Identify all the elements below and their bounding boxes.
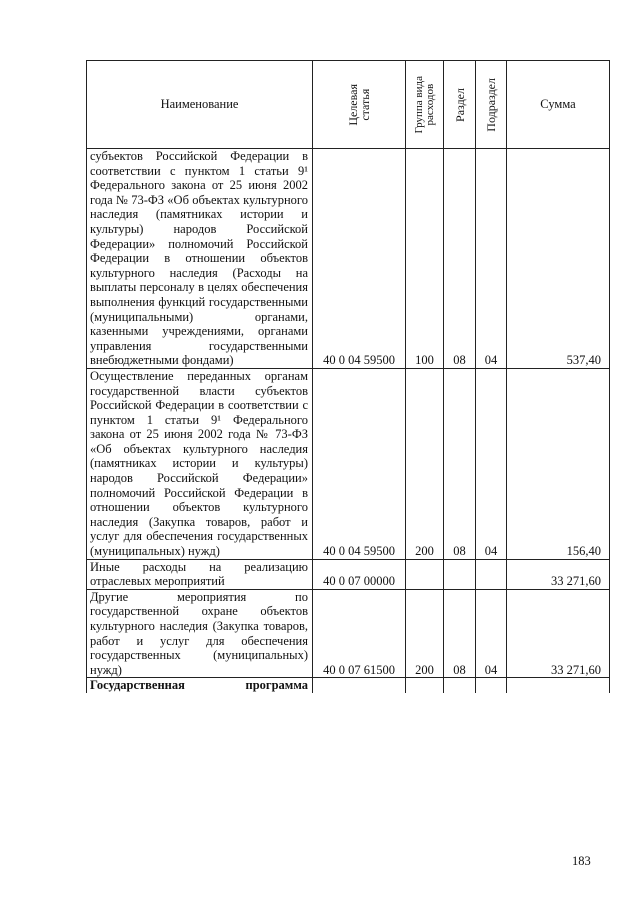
row-subsection: 04 [476,589,507,678]
header-section: Раздел [444,61,476,149]
row-name: Осуществление переданных органам государственной власти субъектов Российской Федерации в соответствии с пунктом 1 статьи 9¹ Федерального закона от 25 июня 2002 года № 73-ФЗ «Об объектах культурного наследия (памятниках истории и культуры) народов Российской Федерации» полномочий Российской Федерации в отношении объектов культурного наследия (Закупка товаров, работ и услуг для обеспечения государственных (муниципальных) нужд) [87,368,313,559]
row-name: Иные расходы на реализацию отраслевых мероприятий [87,559,313,589]
row-name: субъектов Российской Федерации в соответствии с пунктом 1 статьи 9¹ Федерального закона от 25 июня 2002 года № 73-ФЗ «Об объектах культурного наследия (памятниках истории и культуры) народов Российской Федерации» полномочий Российской Федерации в отношении объектов культурного наследия (Расходы на выплаты персоналу в целях обеспечения выполнения функций государственными (муниципальными) органами, казенными учреждениями, органами управления государственными внебюджетными фондами) [87,149,313,369]
table-row [87,368,610,559]
budget-table [86,60,610,693]
table-row [87,559,610,589]
row-target [313,678,406,693]
row-section: 08 [444,149,476,369]
row-sum: 537,40 [507,149,610,369]
row-group: 200 [406,589,444,678]
row-sum: 33 271,60 [507,589,610,678]
header-sum: Сумма [507,61,610,149]
row-subsection: 04 [476,368,507,559]
row-section [444,559,476,589]
page-number: 183 [572,854,591,868]
row-sum: 156,40 [507,368,610,559]
row-group: 100 [406,149,444,369]
row-subsection [476,678,507,693]
row-group [406,678,444,693]
table-header-row [87,61,610,149]
row-subsection [476,559,507,589]
row-section: 08 [444,589,476,678]
table-row [87,149,610,369]
header-expense-group: Группа вида расходов [406,61,444,149]
row-section: 08 [444,368,476,559]
row-sum [507,678,610,693]
row-section [444,678,476,693]
row-target: 40 0 07 61500 [313,589,406,678]
table-row [87,589,610,678]
row-target: 40 0 07 00000 [313,559,406,589]
row-target: 40 0 04 59500 [313,368,406,559]
header-subsection: Подраздел [476,61,507,149]
row-group [406,559,444,589]
row-name: Другие мероприятия по государственной охране объектов культурного наследия (Закупка товаров, работ и услуг для обеспечения государственных (муниципальных) нужд) [87,589,313,678]
row-target: 40 0 04 59500 [313,149,406,369]
header-target-article: Целевая статья [313,61,406,149]
table-row [87,678,610,693]
row-name: Государственная программа [87,678,313,693]
header-name: Наименование [87,61,313,149]
row-subsection: 04 [476,149,507,369]
row-group: 200 [406,368,444,559]
row-sum: 33 271,60 [507,559,610,589]
